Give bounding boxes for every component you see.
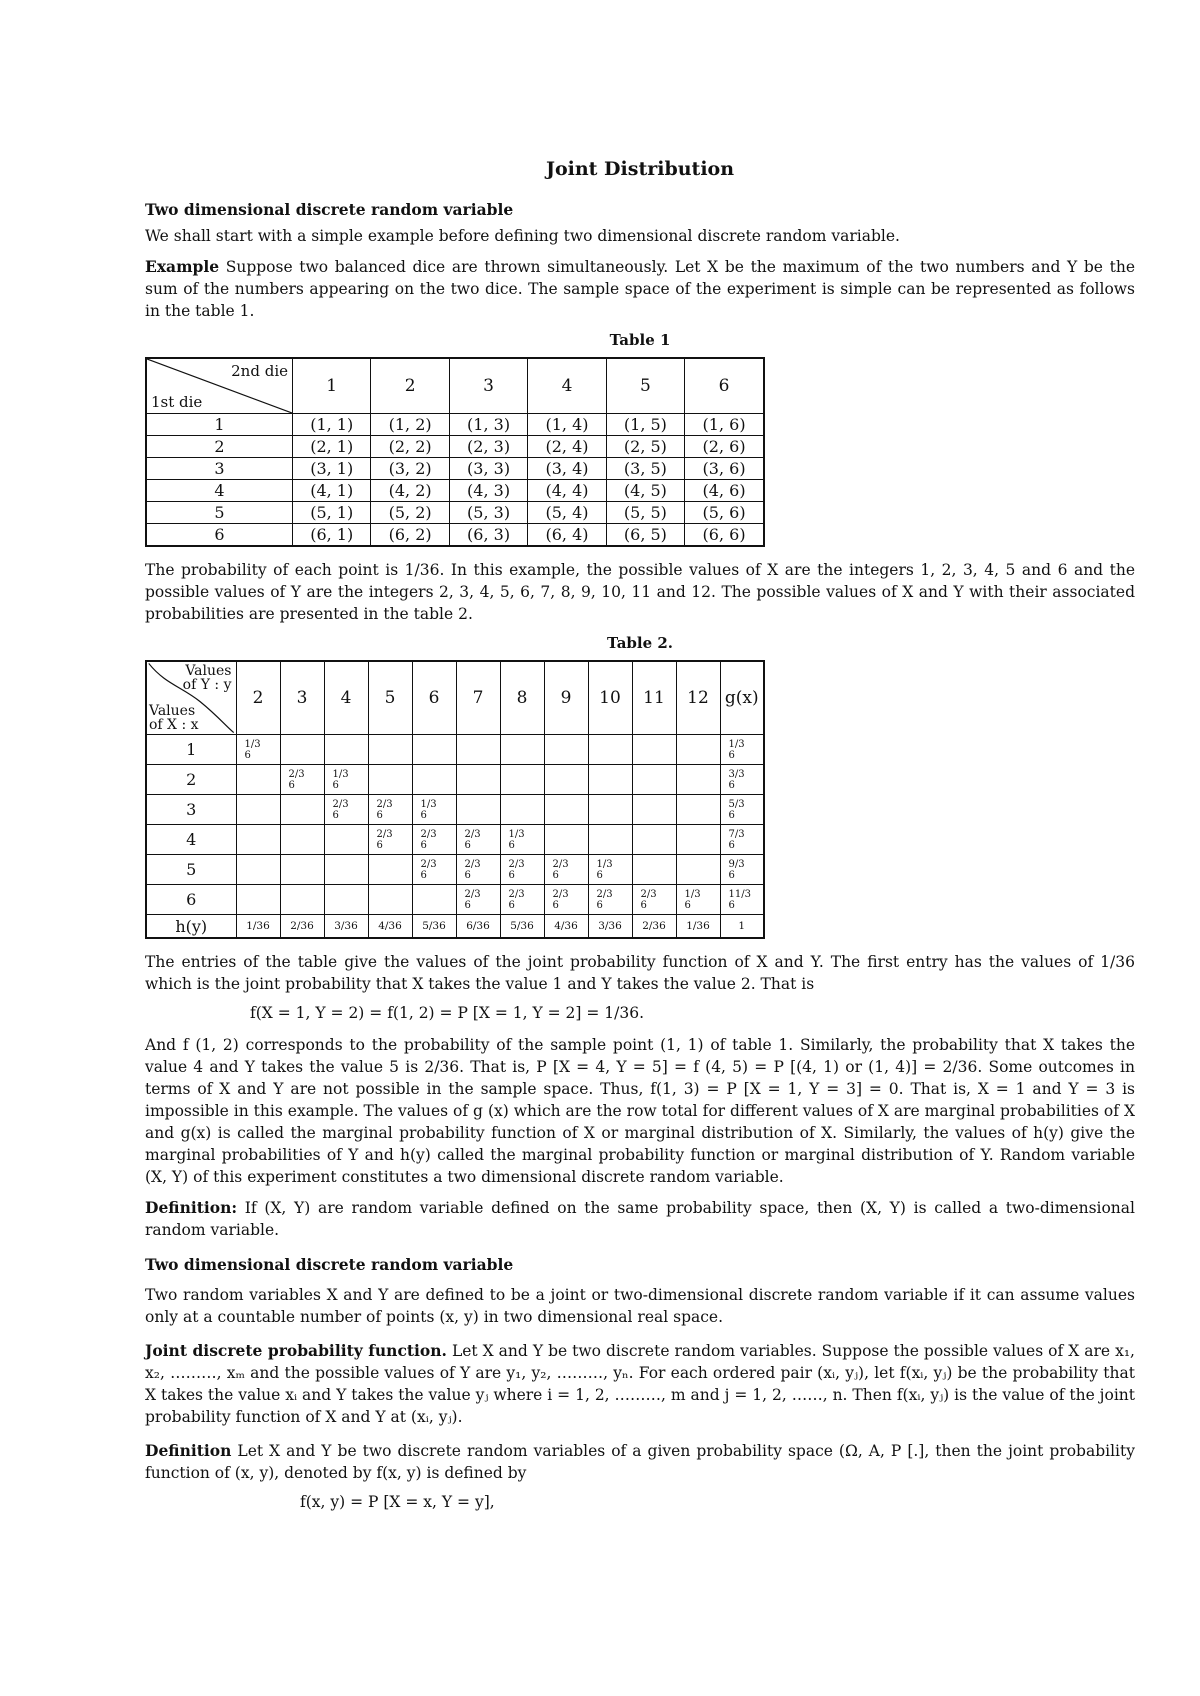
table1-cell: (1, 1) [293,414,371,436]
hy-value: 1/36 [676,915,720,939]
table1-cell: (2, 4) [528,436,606,458]
table1-row-label: 6 [146,524,293,547]
table1-row-label: 1 [146,414,293,436]
table2-col-header: 6 [412,661,456,735]
probability-value: 2/3 6 [508,888,525,911]
table2-row [146,855,764,885]
table2-col-header: 3 [280,661,324,735]
table2-col-header: 2 [236,661,280,735]
table2-row-label: 5 [146,855,236,885]
table2-cell [236,735,280,765]
table2-row-label: 3 [146,795,236,825]
hy-value: 3/36 [588,915,632,939]
table2-cell [412,795,456,825]
table2-cell [632,765,676,795]
hy-label: h(y) [146,915,236,939]
table2-cell [412,885,456,915]
table2-row-label: 6 [146,885,236,915]
table2-cell [544,825,588,855]
table1-cell: (1, 2) [371,414,449,436]
table1-cell: (1, 6) [685,414,764,436]
probability-value: 2/3 6 [332,798,349,821]
table1-header-row [146,358,764,414]
table2-cell [236,855,280,885]
probability-value: 1/3 6 [508,828,525,851]
table2-corner-cell [146,661,236,735]
probability-value: 1/3 6 [244,738,261,761]
table2-cell [456,855,500,885]
table1-row [146,480,764,502]
formula-joint-example: f(X = 1, Y = 2) = f(1, 2) = P [X = 1, Y = 2] = 1/36. [250,1004,645,1022]
table1-cell: (6, 3) [449,524,527,547]
table2-cell [236,825,280,855]
probability-paragraph: The probability of each point is 1/36. In this example, the possible values of X are the integers 1, 2, 3, 4, 5 and 6 and the possible values of Y are the integers 2, 3, 4, 5, 6, 7, 8, 9, 10, 11 and 12. The possible values of X and Y with their associated probabilities are presented in the table 2. [145,561,1135,623]
table2-col-header: 7 [456,661,500,735]
table2-row [146,735,764,765]
table2-row-label: 2 [146,765,236,795]
table2-col-header: 4 [324,661,368,735]
definition1-lead: Definition: [145,1198,238,1217]
example-paragraph [145,256,1135,322]
table2-caption: Table 2. [606,634,674,652]
table2-cell [588,735,632,765]
table2-cell [324,795,368,825]
probability-value: 7/3 6 [728,828,745,851]
table2-cell [676,855,720,885]
table1-cell: (2, 1) [293,436,371,458]
table1 [145,357,765,547]
table2-cell [720,885,764,915]
table2-cell [456,885,500,915]
table1-row [146,414,764,436]
table2-cell [456,825,500,855]
table2-cell [588,855,632,885]
table2-col-header: 12 [676,661,720,735]
hy-value: 5/36 [412,915,456,939]
table2-cell [412,765,456,795]
hy-value: 1/36 [236,915,280,939]
table1-cell: (3, 4) [528,458,606,480]
probability-value: 2/3 6 [288,768,305,791]
table1-col-header: 6 [685,358,764,414]
table2-cell [280,825,324,855]
table2-col-header: 8 [500,661,544,735]
table2-cell [412,735,456,765]
table2-cell [500,765,544,795]
table2-cell [324,765,368,795]
table1-cell: (5, 5) [606,502,684,524]
probability-value: 2/3 6 [464,858,481,881]
table1-row-label: 2 [146,436,293,458]
intro-paragraph: We shall start with a simple example before defining two dimensional discrete random variable. [145,227,900,245]
definition2-text: Let X and Y be two discrete random variables of a given probability space (Ω, A, P [.], then the joint probability function of (x, y), denoted by f(x, y) is defined by [145,1442,1135,1482]
table1-cell: (5, 2) [371,502,449,524]
table2-cell [588,825,632,855]
table2-cell [632,735,676,765]
table2-cell [368,765,412,795]
table1-col-header: 3 [449,358,527,414]
table2-cell [544,765,588,795]
table2-cell [324,735,368,765]
table1-col-header: 1 [293,358,371,414]
table1-row-label: 4 [146,480,293,502]
jdpf-lead: Joint discrete probability function. [145,1341,447,1360]
table2-cell [500,855,544,885]
probability-value: 2/3 6 [376,828,393,851]
page-title: Joint Distribution [545,158,735,180]
table2-cell [720,795,764,825]
document-page [145,150,1135,1523]
table1-col-header: 5 [606,358,684,414]
table2-cell [588,765,632,795]
table1-cell: (2, 3) [449,436,527,458]
table1-cell: (1, 3) [449,414,527,436]
table1-row-label: 3 [146,458,293,480]
formula-joint-definition: f(x, y) = P [X = x, Y = y], [300,1493,495,1511]
table2-cell [676,735,720,765]
jdpf-text: Let X and Y be two discrete random variables. Suppose the possible values of X are x₁, x₂, ………, xₘ and the possible values of Y are y₁, y₂, ………, yₙ. For each ordered pair (xᵢ, yⱼ), let f(xᵢ, yⱼ) be the probability that X takes the value xᵢ and Y takes the value yⱼ where i = 1, 2, ………, m and j = 1, 2, ……, n. Then f(xᵢ, yⱼ) is the value of the joint probability function of X and Y at (xᵢ, yⱼ). [145,1342,1135,1426]
entries-paragraph: The entries of the table give the values of the joint probability function of X and Y. The first entry has the values of 1/36 which is the joint probability that X takes the value 1 and Y takes the value 2. That is [145,953,1135,993]
table2-cell [412,825,456,855]
table2-col-header: 10 [588,661,632,735]
table2-cell [236,885,280,915]
table2-cell [456,735,500,765]
table2-cell [280,735,324,765]
table2-cell [544,855,588,885]
table1-cell: (4, 5) [606,480,684,502]
table2-header-row [146,661,764,735]
probability-value: 5/3 6 [728,798,745,821]
table1-cell: (2, 5) [606,436,684,458]
table1-col-header: 4 [528,358,606,414]
probability-value: 9/3 6 [728,858,745,881]
hy-value: 6/36 [456,915,500,939]
probability-value: 1/3 6 [332,768,349,791]
table2-cell [368,735,412,765]
probability-value: 1/3 6 [684,888,701,911]
section2-heading: Two dimensional discrete random variable [145,1255,514,1274]
probability-value: 2/3 6 [552,858,569,881]
table1-row [146,502,764,524]
table2-cell [500,735,544,765]
table2-cell [368,855,412,885]
table1-cell: (4, 3) [449,480,527,502]
probability-value: 2/3 6 [420,858,437,881]
table2-cell [500,885,544,915]
table2-cell [368,795,412,825]
table1-row-label: 5 [146,502,293,524]
probability-value: 2/3 6 [508,858,525,881]
table2-cell [324,825,368,855]
corner-label-2nd-die: 2nd die [231,362,288,380]
table1-cell: (6, 4) [528,524,606,547]
table1-cell: (5, 6) [685,502,764,524]
hy-value: 5/36 [500,915,544,939]
table2-cell [456,765,500,795]
table1-row [146,458,764,480]
table2-cell [368,825,412,855]
table2-row-label: 4 [146,825,236,855]
table1-cell: (1, 4) [528,414,606,436]
hy-value: 3/36 [324,915,368,939]
table1-body [146,414,764,547]
table2-cell [456,795,500,825]
definition1-paragraph [145,1197,1135,1241]
corner-label-values-of-y: Values of Y : y [182,663,232,693]
table1-cell: (6, 5) [606,524,684,547]
table2-row [146,825,764,855]
table2-cell [236,795,280,825]
probability-value: 1/3 6 [596,858,613,881]
hy-value: 4/36 [544,915,588,939]
table2-cell [676,765,720,795]
table1-cell: (3, 6) [685,458,764,480]
table2 [145,660,765,939]
table1-cell: (6, 6) [685,524,764,547]
table1-cell: (5, 3) [449,502,527,524]
table1-cell: (6, 1) [293,524,371,547]
table2-col-header: 11 [632,661,676,735]
table1-corner-cell [146,358,293,414]
table1-col-header: 2 [371,358,449,414]
table1-cell: (3, 3) [449,458,527,480]
table2-cell [676,825,720,855]
table1-cell: (4, 2) [371,480,449,502]
probability-value: 2/3 6 [420,828,437,851]
table1-cell: (2, 2) [371,436,449,458]
definition2-lead: Definition [145,1441,232,1460]
corner-label-1st-die: 1st die [151,393,203,411]
example-text: Suppose two balanced dice are thrown simultaneously. Let X be the maximum of the two numbers and Y be the sum of the numbers appearing on the two dice. The sample space of the experiment is simple can be represented as follows in the table 1. [145,258,1135,320]
table2-cell [588,885,632,915]
hy-value: 1 [720,915,764,939]
hy-value: 4/36 [368,915,412,939]
table2-row [146,765,764,795]
definition2-paragraph [145,1440,1135,1484]
table2-col-header: 9 [544,661,588,735]
table2-cell [720,855,764,885]
probability-value: 11/3 6 [728,888,751,911]
probability-value: 1/3 6 [728,738,745,761]
probability-value: 3/3 6 [728,768,745,791]
corner-label-values-of-x: Values of X : x [149,703,199,733]
and-paragraph: And f (1, 2) corresponds to the probability of the sample point (1, 1) of table 1. Similarly, the probability that X takes the value 4 and Y takes the value 5 is 2/36. That is, P [X = 4, Y = 5] = f (4, 5) = P [(4, 1) or (1, 4)] = 2/36. Some outcomes in terms of X and Y are not possible in the sample space. Thus, f(1, 3) = P [X = 1, Y = 3] = 0. That is, X = 1 and Y = 3 is impossible in this example. The values of g (x) which are the row total for different values of X are marginal probabilities of X and g(x) is called the marginal probability function of X or marginal distribution of X. Similarly, the values of h(y) give the marginal probabilities of Y and h(y) called the marginal probability function or marginal distribution of Y. Random variable (X, Y) of this experiment constitutes a two dimensional discrete random variable. [145,1036,1135,1186]
section-heading: Two dimensional discrete random variable [145,200,514,219]
table2-cell [500,795,544,825]
table1-cell: (2, 6) [685,436,764,458]
table1-cell: (4, 4) [528,480,606,502]
probability-value: 2/3 6 [640,888,657,911]
table1-cell: (4, 1) [293,480,371,502]
table2-row-label: 1 [146,735,236,765]
probability-value: 2/3 6 [464,888,481,911]
table2-cell [544,795,588,825]
table2-cell [280,795,324,825]
table1-cell: (4, 6) [685,480,764,502]
table1-cell: (3, 1) [293,458,371,480]
table2-cell [632,855,676,885]
table2-cell [324,855,368,885]
table2-cell [236,765,280,795]
table1-cell: (3, 2) [371,458,449,480]
table2-cell [720,735,764,765]
table2-cell [632,825,676,855]
table2-row [146,795,764,825]
table1-row [146,436,764,458]
table2-cell [588,795,632,825]
hy-value: 2/36 [280,915,324,939]
table2-cell [368,885,412,915]
table2-cell [720,825,764,855]
table1-cell: (5, 1) [293,502,371,524]
table2-cell [676,885,720,915]
table1-cell: (3, 5) [606,458,684,480]
probability-value: 2/3 6 [552,888,569,911]
probability-value: 2/3 6 [596,888,613,911]
table2-cell [676,795,720,825]
probability-value: 2/3 6 [376,798,393,821]
table2-cell [544,885,588,915]
table2-cell [324,885,368,915]
table1-caption: Table 1 [609,331,671,349]
probability-value: 1/3 6 [420,798,437,821]
table2-cell [720,765,764,795]
section2-paragraph: Two random variables X and Y are defined to be a joint or two-dimensional discrete random variable if it can assume values only at a countable number of points (x, y) in two dimensional real space. [145,1286,1135,1326]
table1-cell: (1, 5) [606,414,684,436]
table2-cell [412,855,456,885]
table2-body [146,735,764,939]
table2-cell [280,885,324,915]
table2-cell [500,825,544,855]
definition1-text: If (X, Y) are random variable defined on the same probability space, then (X, Y) is called a two-dimensional random variable. [145,1199,1135,1239]
example-lead: Example [145,257,220,276]
table2-col-header: 5 [368,661,412,735]
table2-hy-row [146,915,764,939]
table1-cell: (5, 4) [528,502,606,524]
table1-row [146,524,764,547]
table2-row [146,885,764,915]
table2-cell [280,855,324,885]
table2-cell [632,885,676,915]
jdpf-paragraph [145,1340,1135,1428]
table2-cell [280,765,324,795]
table2-col-header: g(x) [720,661,764,735]
table1-cell: (6, 2) [371,524,449,547]
probability-value: 2/3 6 [464,828,481,851]
table2-cell [632,795,676,825]
table2-cell [544,735,588,765]
hy-value: 2/36 [632,915,676,939]
